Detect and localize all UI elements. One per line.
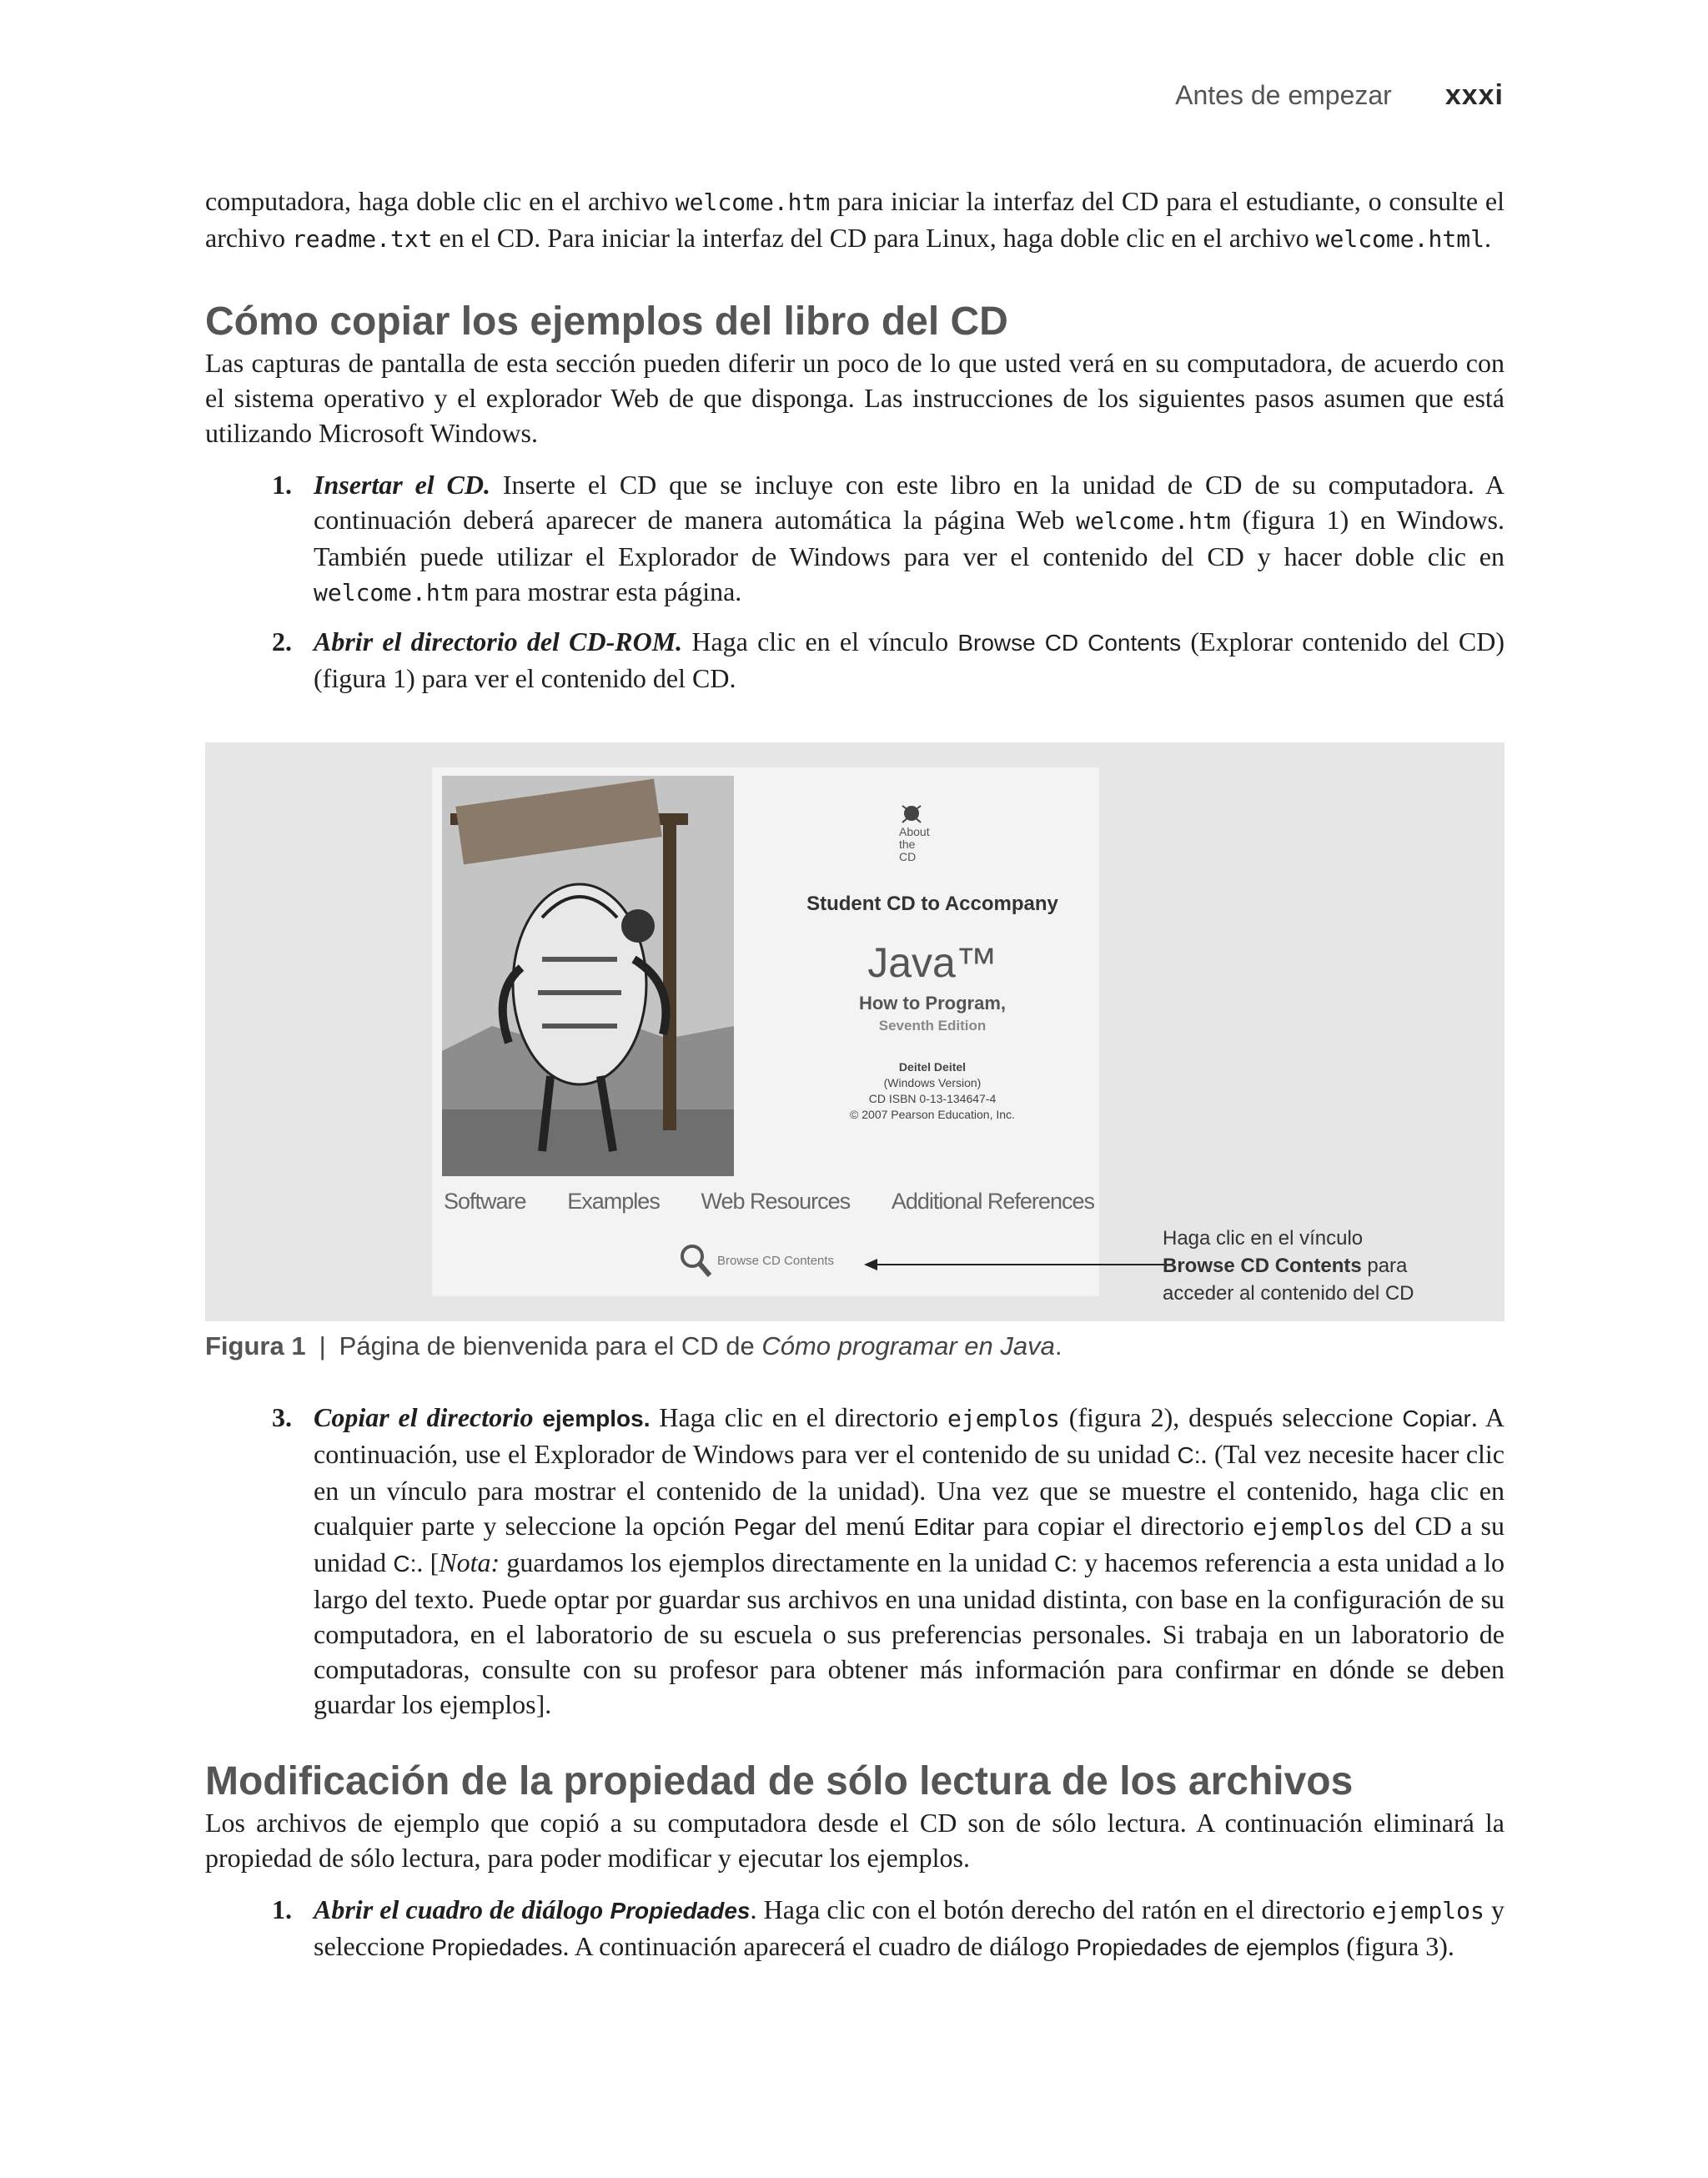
- section-heading-readonly: Modificación de la propiedad de sólo lectura de los archivos: [205, 1759, 1354, 1803]
- cd-welcome-screenshot: [432, 767, 1099, 1296]
- cd-book-edition: Seventh Edition: [878, 1018, 987, 1034]
- cd-meta: Deitel Deitel (Windows Version) CD ISBN 0-13-134647-4 © 2007 Pearson Education, Inc.: [850, 1060, 1015, 1121]
- list-item: 1. Abrir el cuadro de diálogo Propiedades. Haga clic con el botón derecho del ratón en el directorio ejemplos y seleccione Propiedades. A continuación aparecerá el cuadro de diálogo Propiedades de ejemplos (figura 3).: [272, 1894, 1505, 1961]
- cd-book-subtitle: How to Program,: [858, 993, 1006, 1014]
- browse-cd-contents-link[interactable]: Browse CD Contents: [679, 1243, 834, 1278]
- section-heading-copy: Cómo copiar los ejemplos del libro del CD: [205, 299, 1008, 344]
- list-item: 3. Copiar el directorio ejemplos. Haga clic en el directorio ejemplos (figura 2), después seleccione Copiar. A continuación, use el Explorador de Windows para ver el contenido de su unidad C:. (Tal vez necesite hacer clic en un vínculo para mostrar el contenido de la unidad). Una vez que se muestre el contenido, haga clic en cualquier parte y seleccione la opción Pegar del menú Editar para copiar el directorio ejemplos del CD a su unidad C:. [Nota: guardamos los ejemplos directamente en la unidad C: y hacemos referencia a esta unidad a lo largo del texto. Puede optar por guardar sus archivos en una unidad distinta, con base en la configuración de su computadora, en el laboratorio de su escuela o sus preferencias personales. Si trabaja en un laboratorio de computadoras, consulte con su profesor para obtener más información para confirmar en dónde se deben guardar los ejemplos].: [272, 1402, 1505, 1719]
- figure-caption: Figura 1 | Página de bienvenida para el CD de Cómo programar en Java.: [205, 1331, 1062, 1361]
- about-the-cd-link[interactable]: About the CD: [899, 801, 930, 863]
- figure-callout: Haga clic en el vínculo Browse CD Contents para acceder al contenido del CD: [1163, 1227, 1414, 1305]
- intro-paragraph: computadora, haga doble clic en el archivo welcome.htm para iniciar la interfaz del CD para el estudiante, o consulte el archivo readme.txt en el CD. Para iniciar la interfaz del CD para Linux, haga doble clic en el archivo welcome.html.: [205, 186, 1505, 253]
- nav-software-link[interactable]: Software: [444, 1189, 526, 1214]
- nav-examples-link[interactable]: Examples: [567, 1189, 660, 1214]
- cd-book-title: Java™: [867, 939, 997, 986]
- list-item: 2. Abrir el directorio del CD-ROM. Haga clic en el vínculo Browse CD Contents (Explorar contenido del CD) (figura 1) para ver el contenido del CD.: [272, 626, 1505, 693]
- section-paragraph: Las capturas de pantalla de esta sección pueden diferir un poco de lo que usted verá en su computadora, de acuerdo con el sistema operativo y el explorador Web de que disponga. Las instrucciones de los siguientes pasos asumen que está utilizando Microsoft Windows.: [205, 348, 1505, 448]
- cd-nav: [444, 1189, 1094, 1215]
- cover-illustration: [442, 776, 734, 1176]
- section-title: Antes de empezar: [1175, 80, 1392, 110]
- list-item: 1. Insertar el CD. Inserte el CD que se incluye con este libro en la unidad de CD de su computadora. A continuación deberá aparecer de manera automática la página Web welcome.htm (figura 1) en Windows. También puede utilizar el Explorador de Windows para ver el contenido del CD y hacer doble clic en welcome.htm para mostrar esta página.: [272, 470, 1505, 606]
- nav-additional-references-link[interactable]: Additional References: [891, 1189, 1094, 1214]
- cd-title-panel: [766, 767, 1099, 1168]
- page-number: xxxi: [1444, 79, 1504, 111]
- page-body: [205, 184, 1505, 1965]
- nav-web-resources-link[interactable]: Web Resources: [701, 1189, 851, 1214]
- about-bug-icon: [899, 801, 924, 826]
- figure-1: [205, 742, 1505, 1321]
- magnifier-icon: [679, 1243, 712, 1278]
- callout-arrow: [864, 1256, 1168, 1273]
- cd-accompany-line: Student CD to Accompany: [806, 893, 1058, 915]
- running-head: [1175, 79, 1504, 112]
- section-paragraph: Los archivos de ejemplo que copió a su computadora desde el CD son de sólo lectura. A continuación eliminará la propiedad de sólo lectura, para poder modificar y ejecutar los ejemplos.: [205, 1808, 1505, 1873]
- book-cover-image: [442, 776, 734, 1176]
